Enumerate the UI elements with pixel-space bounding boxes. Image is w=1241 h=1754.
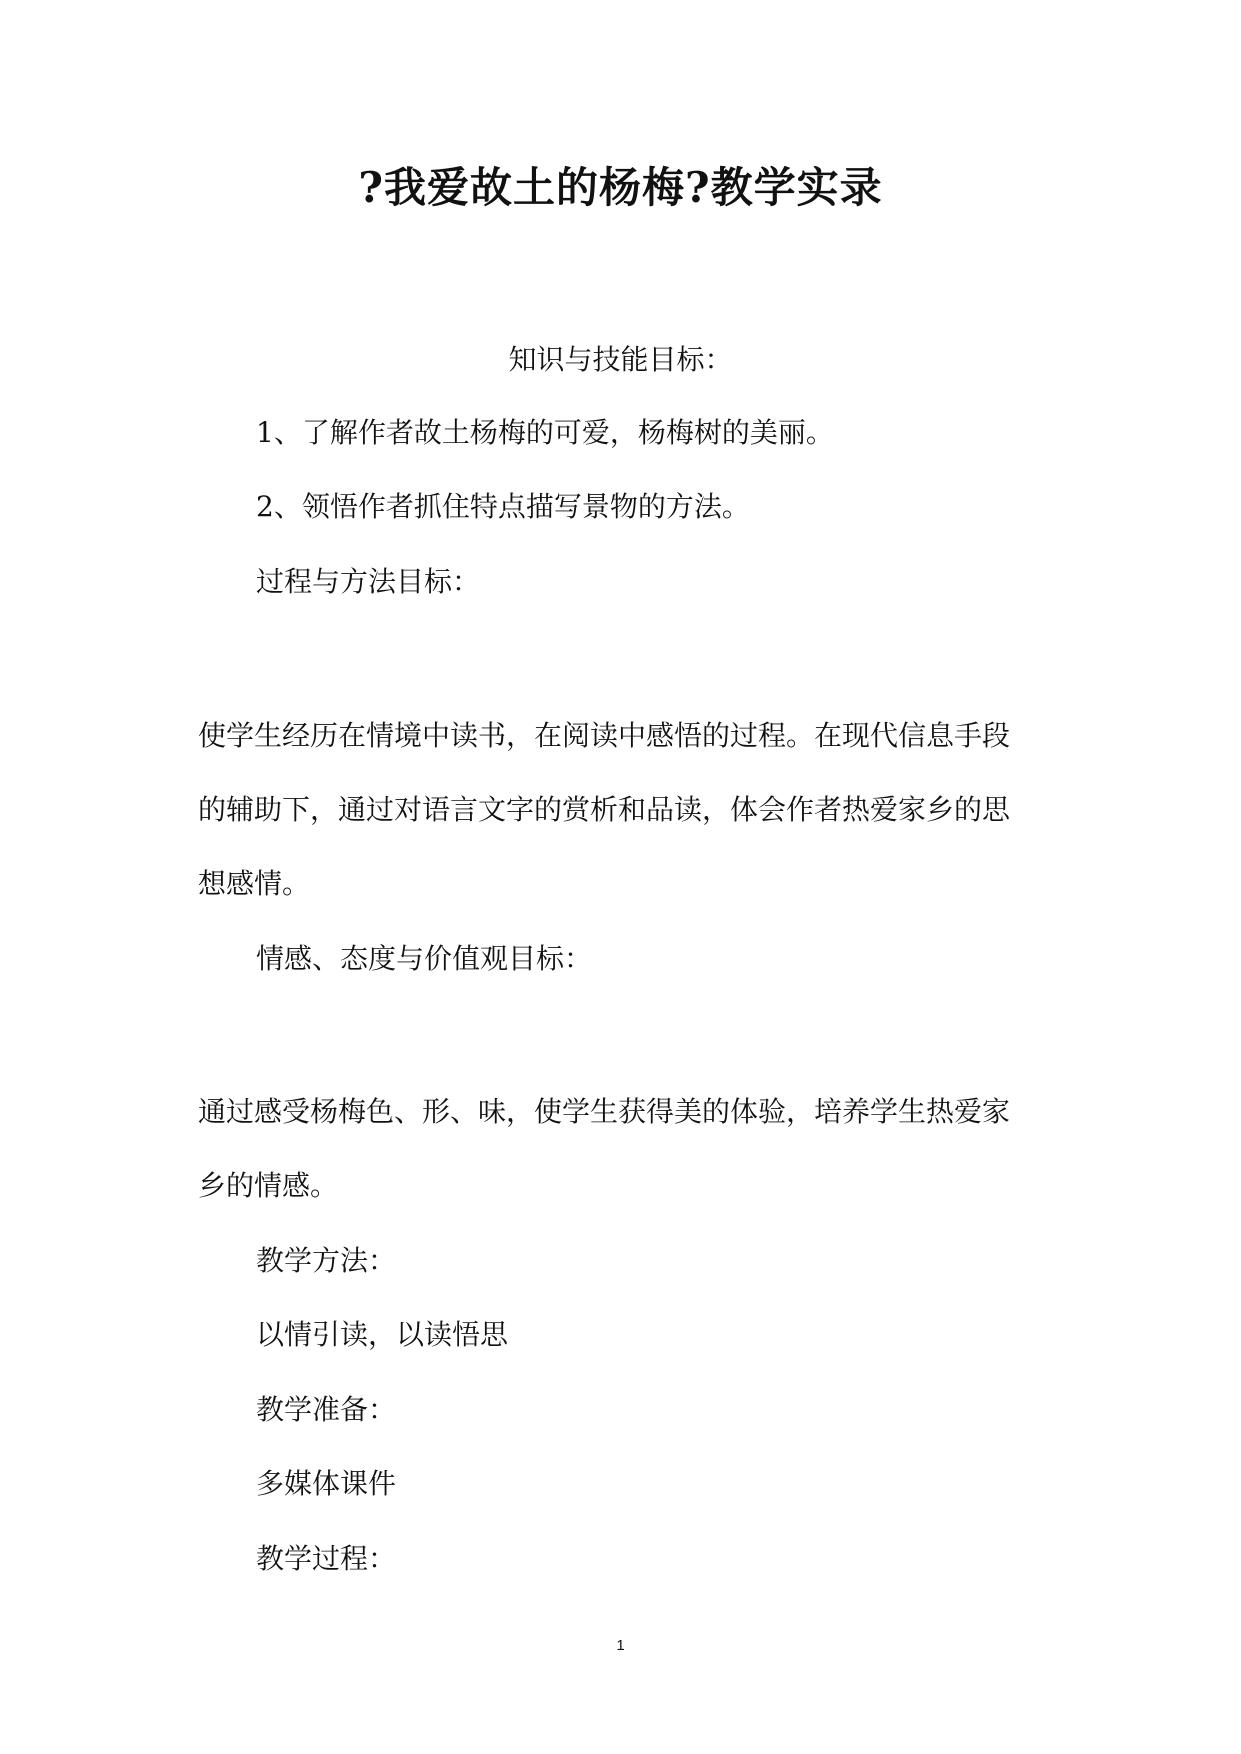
document-title: ?我爱故土的杨梅?教学实录 xyxy=(358,163,883,212)
process-text-line-2: 的辅助下，通过对语言文字的赏析和品读，体会作者热爱家乡的思 xyxy=(198,793,1011,826)
preparation-text: 多媒体课件 xyxy=(256,1467,397,1500)
section-heading-method: 教学方法： xyxy=(256,1244,397,1277)
section-heading-process: 过程与方法目标： xyxy=(256,565,481,598)
emotion-text-line-1: 通过感受杨梅色、形、味，使学生获得美的体验，培养学生热爱家 xyxy=(198,1095,1011,1128)
process-text-line-1: 使学生经历在情境中读书，在阅读中感悟的过程。在现代信息手段 xyxy=(198,719,1011,752)
emotion-text-line-2: 乡的情感。 xyxy=(198,1169,339,1202)
section-heading-emotion: 情感、态度与价值观目标： xyxy=(256,942,593,975)
method-text: 以情引读，以读悟思 xyxy=(256,1318,509,1351)
knowledge-item-1: 1、了解作者故土杨梅的可爱，杨梅树的美丽。 xyxy=(256,416,834,449)
section-heading-procedure: 教学过程： xyxy=(256,1542,397,1575)
page-number: 1 xyxy=(616,1637,625,1654)
section-heading-knowledge: 知识与技能目标： xyxy=(508,343,733,376)
knowledge-item-2: 2、领悟作者抓住特点描写景物的方法。 xyxy=(256,490,750,523)
process-text-line-3: 想感情。 xyxy=(198,867,311,900)
section-heading-preparation: 教学准备： xyxy=(256,1393,397,1426)
